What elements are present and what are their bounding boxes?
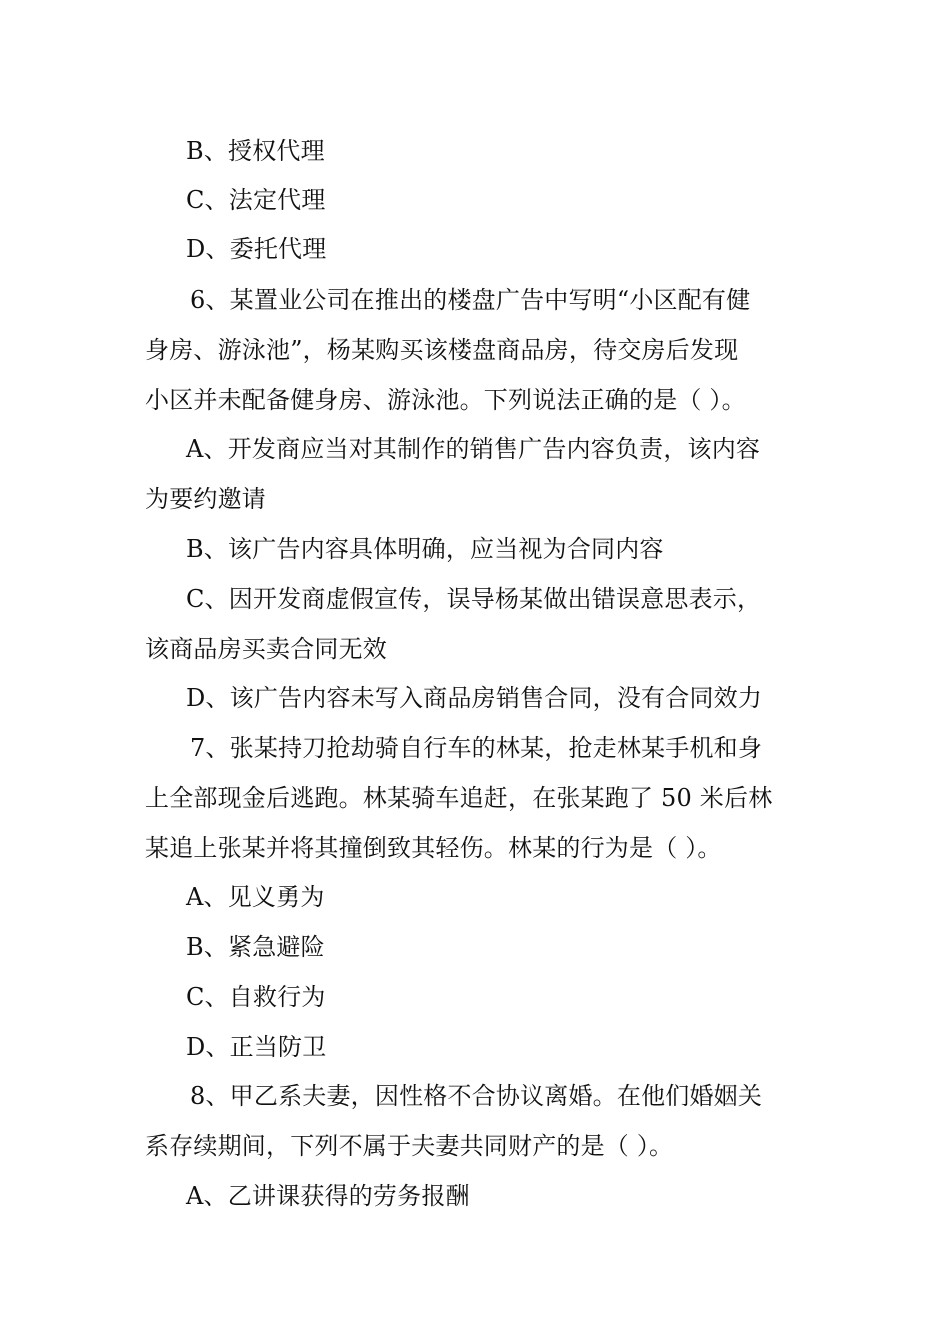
q7-option-a: A、见义勇为 bbox=[186, 883, 325, 911]
q6-option-a-line-2: 为要约邀请 bbox=[145, 485, 266, 513]
q7-option-c: C、自救行为 bbox=[186, 983, 326, 1011]
q5-option-b: B、授权代理 bbox=[186, 137, 325, 165]
q8-stem-line-1: 8、甲乙系夫妻，因性格不合协议离婚。在他们婚姻关 bbox=[190, 1082, 763, 1110]
q5-option-c: C、法定代理 bbox=[186, 186, 326, 214]
q7-option-d: D、正当防卫 bbox=[186, 1033, 327, 1061]
q6-option-a-line-1: A、开发商应当对其制作的销售广告内容负责，该内容 bbox=[186, 435, 761, 463]
q5-option-d: D、委托代理 bbox=[186, 235, 327, 263]
q7-stem-line-2: 上全部现金后逃跑。林某骑车追赶，在张某跑了 50 米后林 bbox=[145, 784, 773, 812]
q6-stem-line-2: 身房、游泳池”，杨某购买该楼盘商品房，待交房后发现 bbox=[145, 336, 739, 364]
q7-stem-line-1: 7、张某持刀抢劫骑自行车的林某，抢走林某手机和身 bbox=[190, 734, 763, 762]
q7-stem-line-3: 某追上张某并将其撞倒致其轻伤。林某的行为是（ ）。 bbox=[145, 834, 722, 862]
q6-stem-line-3: 小区并未配备健身房、游泳池。下列说法正确的是（ ）。 bbox=[145, 386, 746, 414]
q8-stem-line-2: 系存续期间，下列不属于夫妻共同财产的是（ ）。 bbox=[145, 1132, 674, 1160]
q8-option-a: A、乙讲课获得的劳务报酬 bbox=[186, 1182, 470, 1210]
q6-option-c-line-1: C、因开发商虚假宣传，误导杨某做出错误意思表示， bbox=[186, 585, 762, 613]
q6-option-b: B、该广告内容具体明确，应当视为合同内容 bbox=[186, 535, 664, 563]
q7-option-b: B、紧急避险 bbox=[186, 933, 325, 961]
q6-option-d: D、该广告内容未写入商品房销售合同，没有合同效力 bbox=[186, 684, 763, 712]
q6-stem-line-1: 6、某置业公司在推出的楼盘广告中写明“小区配有健 bbox=[190, 286, 751, 314]
q6-option-c-line-2: 该商品房买卖合同无效 bbox=[145, 635, 387, 663]
